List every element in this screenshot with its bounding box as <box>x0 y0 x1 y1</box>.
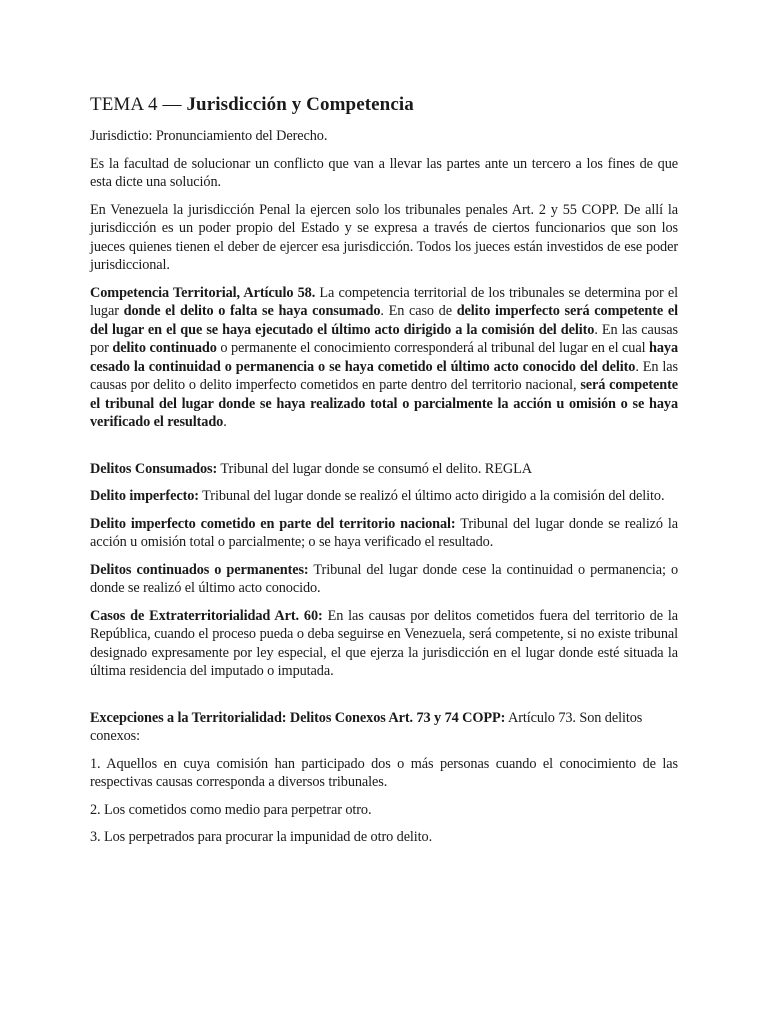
spacer <box>90 690 678 709</box>
continuados-paragraph <box>90 561 678 598</box>
bold-span: haya cesado la continuidad o permanencia o se haya cometido el último acto conocido del delito <box>90 340 679 375</box>
consumados-label: Delitos Consumados: <box>90 460 218 477</box>
extraterritorialidad-label: Casos de Extraterritorialidad Art. 60: <box>90 607 323 624</box>
imperfecto-parte-label: Delito imperfecto cometido en parte del territorio nacional: <box>90 515 456 532</box>
extraterritorialidad-paragraph <box>90 607 678 681</box>
title-lead: TEMA 4 — <box>90 94 182 115</box>
excepciones-label: Excepciones a la Territorialidad: Delitos Conexos Art. 73 y 74 COPP: <box>90 709 506 726</box>
text-span: . En las causas por <box>90 321 678 356</box>
text-span: . En las causas por delito o delito imperfecto cometidos en parte dentro del territorio nacional, <box>90 358 678 393</box>
definition-paragraph: Jurisdictio: Pronunciamiento del Derecho. <box>90 128 328 144</box>
text-span: La competencia territorial de los tribunales se determina por el lugar <box>90 284 678 319</box>
extraterritorialidad-text: En las causas por delitos cometidos fuera del territorio de la República, cuando el proceso pueda o deba seguirse en Venezuela, será competente, si no existe tribunal designado expresamente por ley especial, el que ejerza la jurisdicción en el lugar donde esté situada la última residencia del imputado o imputada. <box>90 607 678 679</box>
competencia-heading: Competencia Territorial, Artículo 58. <box>90 284 316 301</box>
text-span: . En caso de <box>380 303 457 319</box>
imperfecto-label: Delito imperfecto: <box>90 488 199 504</box>
bold-span: será competente el tribunal del lugar donde se haya realizado total o parcialmente la acción u omisión o se haya verificado el resultado <box>90 377 679 430</box>
list-item-1: 1. Aquellos en cuya comisión han participado dos o más personas cuando el conocimiento de las respectivas causas corresponda a diversos tribunales. <box>90 755 678 790</box>
competencia-territorial-paragraph <box>90 284 678 432</box>
imperfecto-parte-text: Tribunal del lugar donde se realizó la acción u omisión total o parcialmente; o se haya verificado el resultado. <box>90 515 678 550</box>
excepciones-text: Artículo 73. Son delitos conexos: <box>90 709 643 744</box>
bold-span: delito continuado <box>112 340 217 356</box>
excepciones-paragraph <box>90 709 678 746</box>
document-page <box>90 92 678 856</box>
venezuela-paragraph: En Venezuela la jurisdicción Penal la ejercen solo los tribunales penales Art. 2 y 55 COPP. De allí la jurisdicción es un poder propio del Estado y se expresa a través de ciertos funcionarios que son los jueces quienes tienen el deber de ejercer esa jurisdicción. Todos los jueces están investidos de ese poder jurisdiccional. <box>90 201 678 273</box>
imperfecto-paragraph <box>90 487 678 506</box>
imperfecto-text: Tribunal del lugar donde se realizó el último acto dirigido a la comisión del delito. <box>198 488 665 504</box>
imperfecto-parte-paragraph <box>90 515 678 552</box>
title-rest: Jurisdicción y Competencia <box>181 94 414 115</box>
bold-span: delito imperfecto será competente el del lugar en el que se haya ejecutado el último acto dirigido a la comisión del delito <box>90 303 678 338</box>
bold-span: donde el delito o falta se haya consumado <box>123 303 381 319</box>
list-item-2: 2. Los cometidos como medio para perpetrar otro. <box>90 801 372 818</box>
consumados-text: Tribunal del lugar donde se consumó el delito. REGLA <box>217 460 532 477</box>
continuados-text: Tribunal del lugar donde cese la continuidad o permanencia; o donde se realizó el último acto conocido. <box>90 561 678 596</box>
text-span: o permanente el conocimiento corresponderá al tribunal del lugar en el cual <box>216 340 650 356</box>
document-title <box>90 92 678 118</box>
continuados-label: Delitos continuados o permanentes: <box>90 561 309 578</box>
faculty-paragraph: Es la facultad de solucionar un conflicto que van a llevar las partes ante un tercero a los fines de que esta dicte una solución. <box>90 155 678 190</box>
consumados-paragraph <box>90 460 678 479</box>
spacer <box>90 441 678 460</box>
text-span: . <box>223 414 227 430</box>
list-item-3: 3. Los perpetrados para procurar la impunidad de otro delito. <box>90 829 433 845</box>
